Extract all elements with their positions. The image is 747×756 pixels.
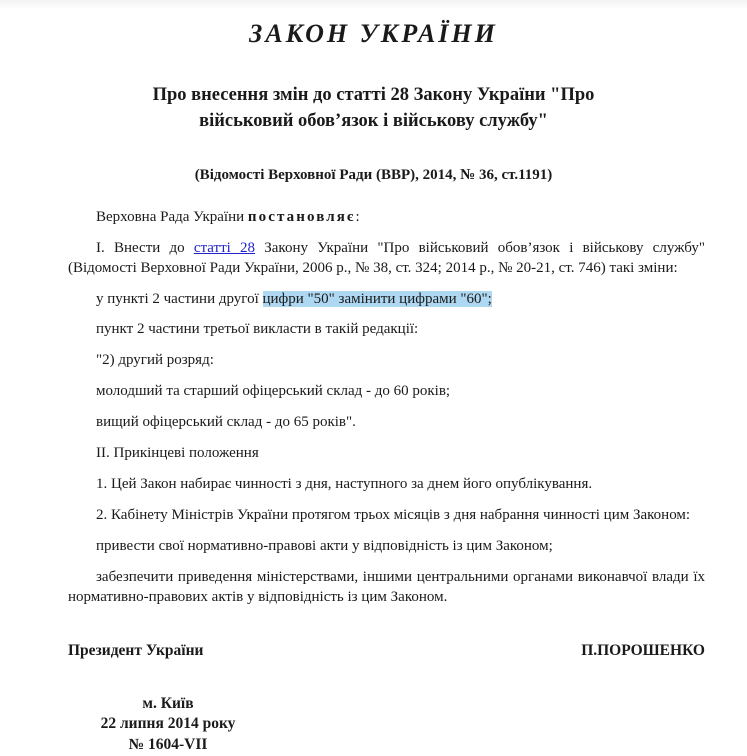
- article-28-link[interactable]: статті 28: [193, 239, 256, 256]
- article-one-paragraph: [68, 239, 705, 279]
- preamble-lead-text: Верховна Рада України: [96, 208, 248, 225]
- signature-block: [0, 608, 747, 660]
- selected-text-highlight[interactable]: цифри "50" замінити цифрами "60";: [262, 290, 492, 307]
- signing-city: м. Київ: [142, 694, 194, 712]
- paragraph-item: пункт 2 частини третьої викласти в такій редакції:: [96, 321, 419, 338]
- paragraph-item: вищий офіцерський склад - до 65 років".: [96, 414, 356, 431]
- paragraph-item: 2. Кабінету Міністрів України протягом трьох місяців з дня набрання чинності цим Законом:: [96, 507, 691, 524]
- paragraph-item: 1. Цей Закон набирає чинності з дня, наступного за днем його опублікування.: [96, 476, 593, 493]
- date-and-number-block: [0, 660, 268, 756]
- signing-date: 22 липня 2014 року: [100, 715, 236, 733]
- paragraph-item: молодший та старший офіцерський склад - до 60 років;: [96, 383, 451, 400]
- preamble-colon: :: [355, 208, 360, 225]
- signatory-name: П.ПОРОШЕНКО: [581, 641, 705, 659]
- preamble-paragraph: [68, 208, 705, 228]
- signatory-role: Президент України: [68, 641, 204, 659]
- paragraph-item: привести свої нормативно-правові акти у відповідність із цим Законом;: [96, 538, 553, 555]
- enacts-keyword: постановляє: [247, 208, 356, 225]
- amendment-lead-text: у пункті 2 частини другої: [96, 290, 263, 307]
- official-gazette-reference: (Відомості Верховної Ради (ВВР), 2014, № 36, ст.1191): [194, 166, 553, 183]
- document-subject-title: Про внесення змін до статті 28 Закону України "Про військовий обов’язок і військову службу": [152, 85, 595, 132]
- article-one-suffix: Закону України "Про військовий обов’язок і військову службу" (Відомості Верховної Ради України, 2006 р., № 38, ст. 324; 2014 р., № 20-21, ст. 746) такі зміни:: [68, 239, 705, 276]
- paragraph-item: забезпечити приведення міністерствами, іншими центральними органами виконавчої влади їх нормативно-правових актів у відповідність із цим Законом.: [68, 568, 705, 605]
- paragraph-item: "2) другий розряд:: [96, 352, 214, 369]
- article-one-prefix: I. Внести до: [96, 239, 194, 256]
- document-body: [0, 184, 747, 608]
- law-number: № 1604-VII: [128, 736, 208, 754]
- amendment-paragraph-selected: [68, 290, 705, 310]
- paragraph-item: II. Прикінцеві положення: [96, 445, 259, 462]
- page-title: ЗАКОН УКРАЇНИ: [249, 19, 498, 48]
